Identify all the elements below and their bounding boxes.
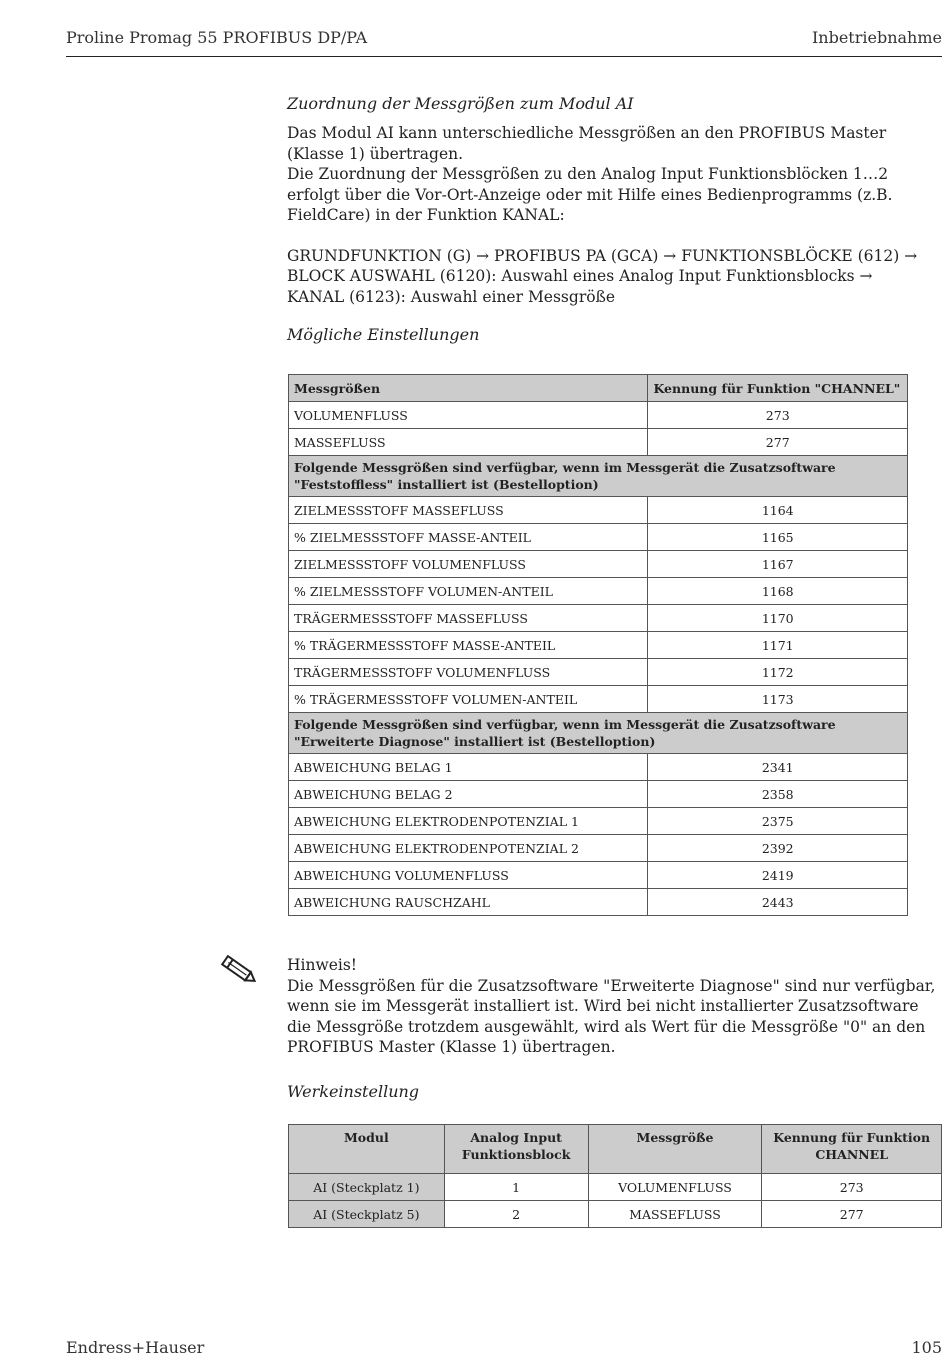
cell-id: 277 (648, 429, 908, 456)
table-row (289, 551, 908, 578)
cell-name: ABWEICHUNG BELAG 2 (289, 781, 648, 808)
cell-name: TRÄGERMESSSTOFF MASSEFLUSS (289, 605, 648, 632)
table-row (289, 889, 908, 916)
cell-id: 1165 (648, 524, 908, 551)
menu-path-line-3: KANAL (6123): Auswahl einer Messgröße (287, 287, 616, 306)
main-content (287, 94, 942, 344)
cell-modul: AI (Steckplatz 1) (289, 1174, 445, 1201)
table-row (289, 754, 908, 781)
cell-block: 1 (444, 1174, 588, 1201)
cell-id: 2341 (648, 754, 908, 781)
cell-id: 273 (648, 402, 908, 429)
cell-name: % ZIELMESSSTOFF MASSE-ANTEIL (289, 524, 648, 551)
column-header-kennung: Kennung für Funktion "CHANNEL" (648, 375, 908, 402)
cell-name: ZIELMESSSTOFF MASSEFLUSS (289, 497, 648, 524)
cell-id: 1168 (648, 578, 908, 605)
menu-path-line-1: GRUNDFUNKTION (G) → PROFIBUS PA (GCA) → FUNKTIONSBLÖCKE (612) → (287, 246, 918, 265)
table-row (289, 781, 908, 808)
section-title-settings: Mögliche Einstellungen (287, 325, 480, 344)
column-header-block: Analog Input Funktionsblock (444, 1125, 588, 1174)
table-row (289, 605, 908, 632)
cell-id: 2375 (648, 808, 908, 835)
page-number: 105 (911, 1338, 942, 1357)
table-row (289, 1174, 942, 1201)
cell-messgroesse: MASSEFLUSS (588, 1201, 762, 1228)
cell-id: 1172 (648, 659, 908, 686)
paragraph-assignment: Die Zuordnung der Messgrößen zu den Analog Input Funktionsblöcken 1…2 erfolgt über die Vor-Ort-Anzeige oder mit Hilfe eines Bedienprogramms (z.B. FieldCare) in der Funktion KANAL: (287, 165, 893, 224)
table-row (289, 686, 908, 713)
table-row (289, 659, 908, 686)
paragraph-intro: Das Modul AI kann unterschiedliche Messgrößen an den PROFIBUS Master (Klasse 1) übertragen. (287, 124, 887, 163)
cell-id: 2419 (648, 862, 908, 889)
note-block (287, 955, 942, 1058)
column-header-messgroessen: Messgrößen (289, 375, 648, 402)
column-header-kennung: Kennung für Funktion CHANNEL (762, 1125, 942, 1174)
cell-name: VOLUMENFLUSS (289, 402, 648, 429)
pencil-icon (218, 952, 260, 988)
column-header-modul: Modul (289, 1125, 445, 1174)
header-title: Proline Promag 55 PROFIBUS DP/PA (66, 28, 368, 47)
cell-name: ABWEICHUNG ELEKTRODENPOTENZIAL 1 (289, 808, 648, 835)
cell-modul: AI (Steckplatz 5) (289, 1201, 445, 1228)
cell-name: TRÄGERMESSSTOFF VOLUMENFLUSS (289, 659, 648, 686)
menu-path-line-2: BLOCK AUSWAHL (6120): Auswahl eines Analog Input Funktionsblocks → (287, 267, 873, 285)
cell-id: 2358 (648, 781, 908, 808)
settings-table (288, 374, 908, 916)
table-row (289, 808, 908, 835)
group-note-row-feststoff (289, 456, 908, 497)
cell-name: % TRÄGERMESSSTOFF MASSE-ANTEIL (289, 632, 648, 659)
cell-name: % ZIELMESSSTOFF VOLUMEN-ANTEIL (289, 578, 648, 605)
note-text: Die Messgrößen für die Zusatzsoftware "Erweiterte Diagnose" sind nur verfügbar, wenn sie im Messgerät installiert ist. Wird bei nicht installierter Zusatzsoftware die Messgröße trotzdem ausgewählt, wird als Wert für die Messgröße "0" an den PROFIBUS Master (Klasse 1) übertragen. (287, 976, 936, 1056)
section-title-werkeinstellung: Werkeinstellung (287, 1082, 420, 1101)
group-note-diagnose: Folgende Messgrößen sind verfügbar, wenn im Messgerät die Zusatzsoftware "Erweiterte Diagnose" installiert ist (Bestelloption) (289, 713, 908, 754)
header-rule (66, 56, 942, 57)
cell-id: 1171 (648, 632, 908, 659)
default-settings-table (288, 1124, 942, 1228)
section-title-zuordnung: Zuordnung der Messgrößen zum Modul AI (287, 94, 634, 113)
cell-name: ABWEICHUNG BELAG 1 (289, 754, 648, 781)
cell-messgroesse: VOLUMENFLUSS (588, 1174, 762, 1201)
table-row (289, 524, 908, 551)
cell-id: 2392 (648, 835, 908, 862)
table-row (289, 402, 908, 429)
group-note-feststoff: Folgende Messgrößen sind verfügbar, wenn im Messgerät die Zusatzsoftware "Feststoffless" installiert ist (Bestelloption) (289, 456, 908, 497)
note-title: Hinweis! (287, 956, 358, 974)
cell-name: MASSEFLUSS (289, 429, 648, 456)
footer-brand: Endress+Hauser (66, 1338, 205, 1357)
cell-id: 2443 (648, 889, 908, 916)
group-note-row-diagnose (289, 713, 908, 754)
table-row (289, 835, 908, 862)
cell-block: 2 (444, 1201, 588, 1228)
table-row (289, 429, 908, 456)
table-row (289, 862, 908, 889)
section-werkeinstellung (287, 1082, 419, 1101)
cell-id: 1173 (648, 686, 908, 713)
table-header-row (289, 375, 908, 402)
cell-name: ABWEICHUNG ELEKTRODENPOTENZIAL 2 (289, 835, 648, 862)
cell-name: % TRÄGERMESSSTOFF VOLUMEN-ANTEIL (289, 686, 648, 713)
cell-name: ABWEICHUNG VOLUMENFLUSS (289, 862, 648, 889)
column-header-messgroesse: Messgröße (588, 1125, 762, 1174)
table-header-row (289, 1125, 942, 1174)
cell-id: 1167 (648, 551, 908, 578)
cell-id: 277 (762, 1201, 942, 1228)
table-row (289, 578, 908, 605)
header-section: Inbetriebnahme (811, 28, 942, 47)
table-row (289, 1201, 942, 1228)
table-row (289, 497, 908, 524)
cell-id: 1164 (648, 497, 908, 524)
cell-id: 1170 (648, 605, 908, 632)
cell-name: ZIELMESSSTOFF VOLUMENFLUSS (289, 551, 648, 578)
cell-id: 273 (762, 1174, 942, 1201)
table-row (289, 632, 908, 659)
cell-name: ABWEICHUNG RAUSCHZAHL (289, 889, 648, 916)
